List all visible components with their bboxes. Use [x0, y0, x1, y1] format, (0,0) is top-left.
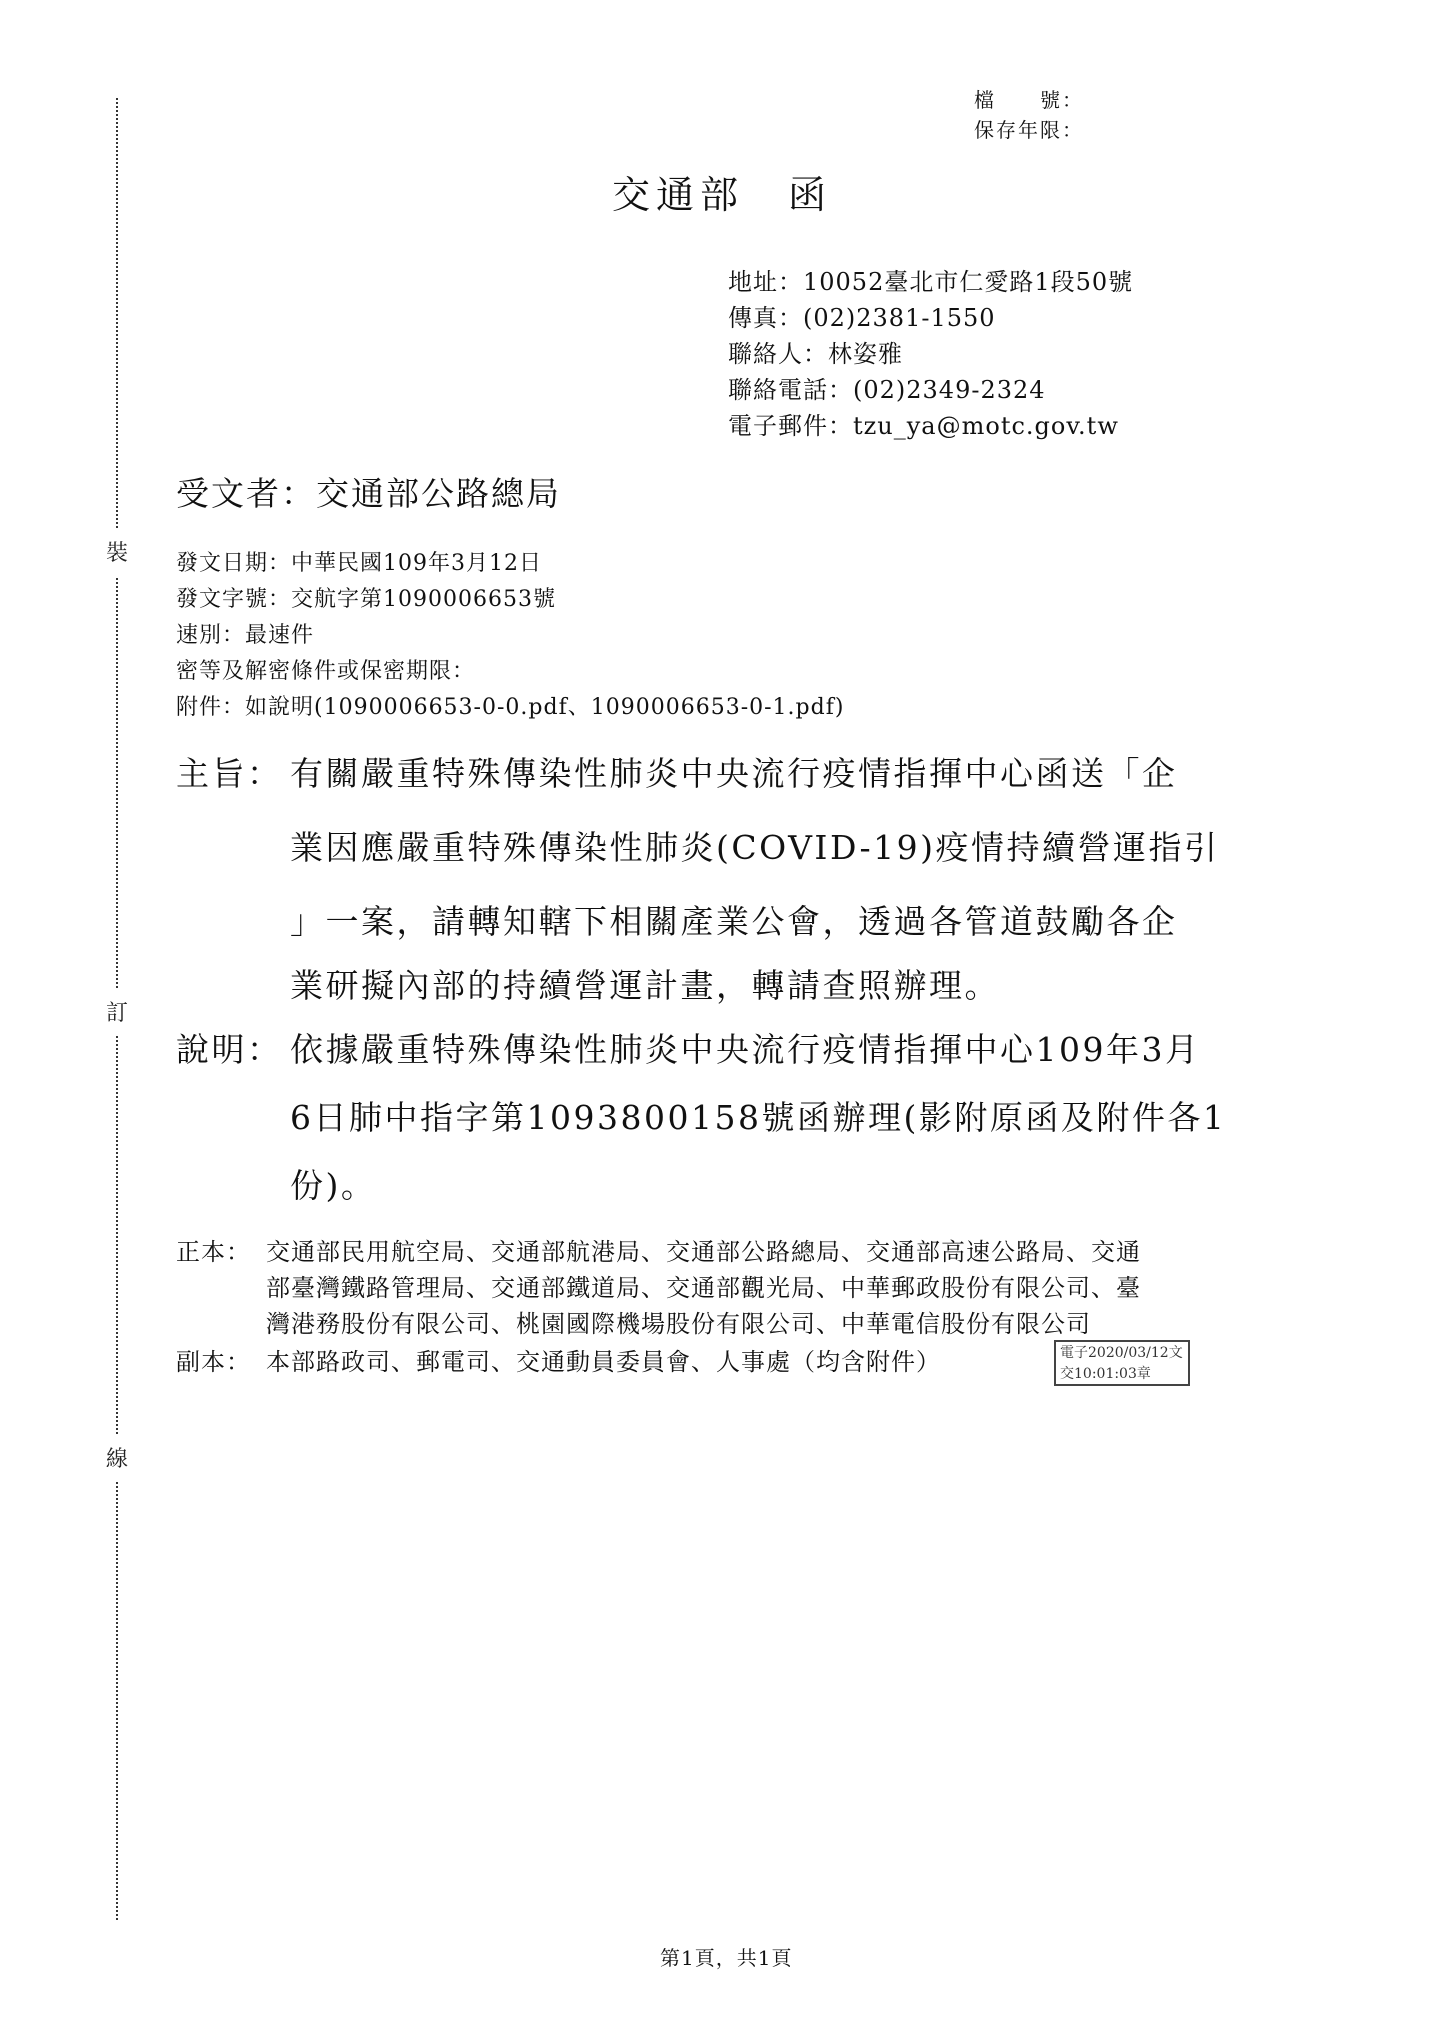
binding-label-ding: 訂: [105, 1001, 128, 1026]
binding-line-lower-middle: [116, 1036, 118, 1434]
binding-label-zhuang: 裝: [105, 541, 128, 566]
contact-person: 聯絡人：林姿雅: [728, 340, 903, 368]
subject-line: 業因應嚴重特殊傳染性肺炎(COVID-19)疫情持續營運指引: [290, 828, 1220, 867]
main-recipients-line: 部臺灣鐵路管理局、交通部鐵道局、交通部觀光局、中華郵政股份有限公司、臺: [266, 1274, 1141, 1302]
document-title: 交通部 函: [612, 173, 833, 217]
speed-class: 速別：最速件: [176, 623, 315, 648]
explanation-line: 6日肺中指字第1093800158號函辦理(影附原函及附件各1: [290, 1098, 1227, 1137]
subject-label: 主旨：: [176, 754, 283, 793]
subject-line: 」一案，請轉知轄下相關產業公會，透過各管道鼓勵各企: [290, 902, 1178, 941]
copy-recipients-label: 副本：: [176, 1348, 251, 1376]
recipient: 受文者：交通部公路總局: [176, 474, 561, 513]
file-number-label: 檔 號：: [974, 88, 1084, 112]
retention-period-label: 保存年限：: [974, 118, 1084, 142]
explanation-line: 份)。: [290, 1166, 377, 1205]
contact-email: 電子郵件：tzu_ya@motc.gov.tw: [728, 412, 1119, 440]
electronic-issue-stamp: [1054, 1340, 1190, 1386]
subject-line: 業研擬內部的持續營運計畫，轉請查照辦理。: [290, 966, 1000, 1005]
stamp-line: 交10:01:03章: [1060, 1366, 1151, 1382]
stamp-line: 電子2020/03/12文: [1060, 1345, 1183, 1361]
explanation-label: 說明：: [176, 1030, 283, 1069]
main-recipients-line: 灣港務股份有限公司、桃園國際機場股份有限公司、中華電信股份有限公司: [266, 1310, 1091, 1338]
copy-recipients-line: 本部路政司、郵電司、交通動員委員會、人事處（均含附件）: [266, 1348, 941, 1376]
binding-line-top: [116, 98, 118, 528]
issue-number: 發文字號：交航字第1090006653號: [176, 587, 556, 612]
binding-line-bottom: [116, 1482, 118, 1920]
contact-fax: 傳真：(02)2381-1550: [728, 304, 996, 332]
page-number: 第1頁，共1頁: [660, 1946, 793, 1970]
contact-phone: 聯絡電話：(02)2349-2324: [728, 376, 1046, 404]
binding-label-xian: 線: [105, 1447, 128, 1472]
attachment: 附件：如說明(1090006653-0-0.pdf、1090006653-0-1.pdf): [176, 695, 845, 720]
main-recipients-line: 交通部民用航空局、交通部航港局、交通部公路總局、交通部高速公路局、交通: [266, 1238, 1141, 1266]
secrecy-level: 密等及解密條件或保密期限：: [176, 659, 476, 684]
subject-line: 有關嚴重特殊傳染性肺炎中央流行疫情指揮中心函送「企: [290, 754, 1178, 793]
issue-date: 發文日期：中華民國109年3月12日: [176, 551, 542, 576]
explanation-line: 依據嚴重特殊傳染性肺炎中央流行疫情指揮中心109年3月: [290, 1030, 1201, 1069]
binding-line-upper-middle: [116, 578, 118, 988]
main-recipients-label: 正本：: [176, 1238, 251, 1266]
contact-address: 地址：10052臺北市仁愛路1段50號: [728, 268, 1134, 296]
